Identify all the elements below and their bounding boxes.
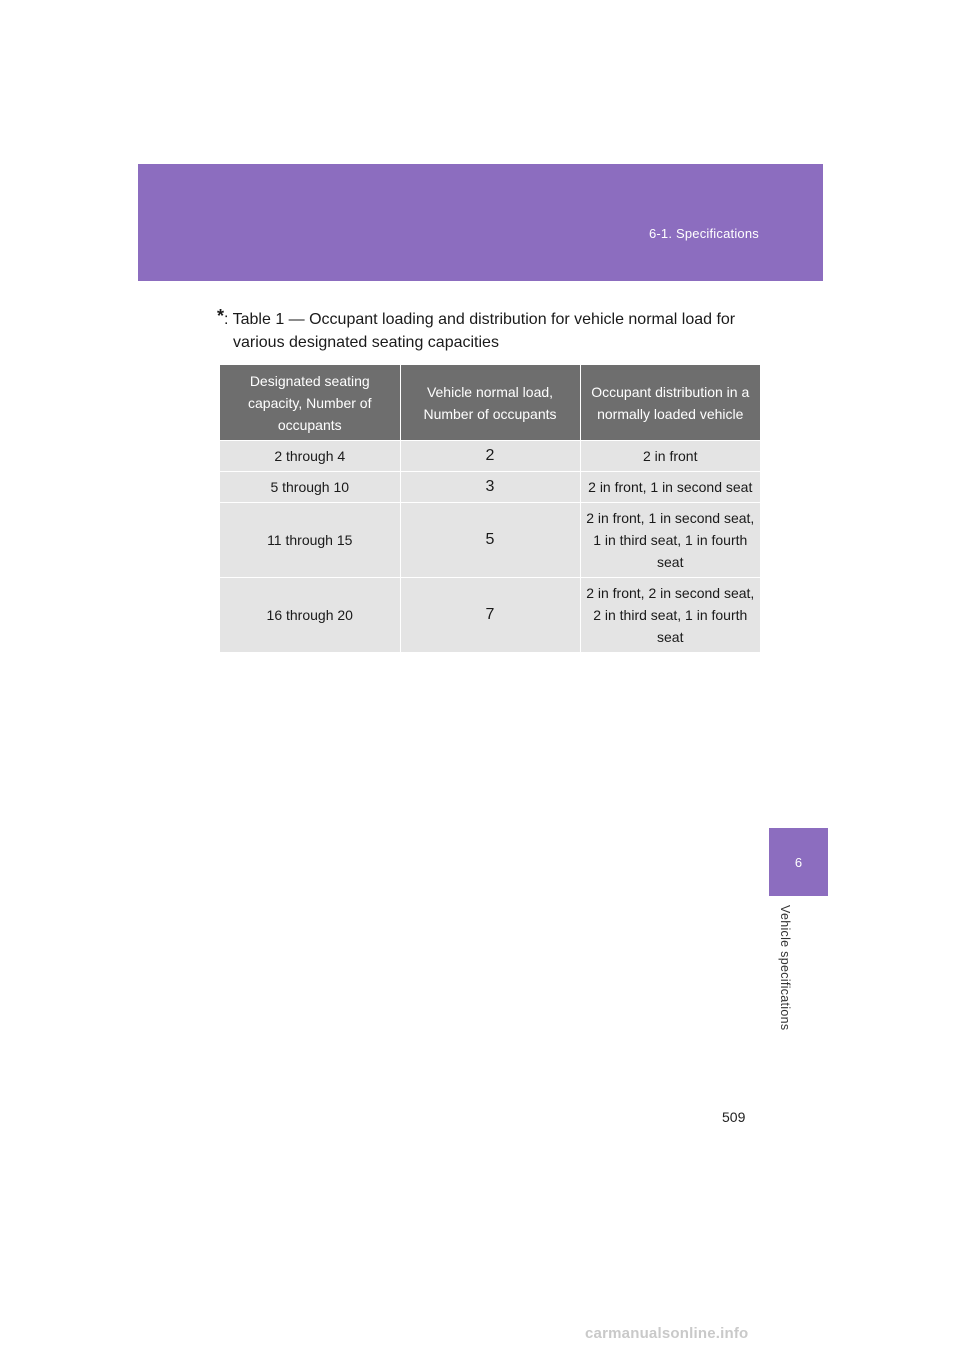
distribution-cell: 2 in front, 2 in second seat, 2 in third seat, 1 in fourth seat — [580, 578, 760, 653]
chapter-title: Vehicle specifications — [778, 905, 792, 1031]
table-row — [220, 441, 760, 472]
page-number: 509 — [722, 1109, 746, 1125]
table-row — [220, 472, 760, 503]
caption-line-1: : Table 1 — Occupant loading and distribution for vehicle normal load for — [224, 311, 736, 328]
header-normal-load: Vehicle normal load, Number of occupants — [400, 365, 580, 441]
capacity-cell: 16 through 20 — [220, 578, 400, 653]
occupant-loading-table — [220, 365, 760, 652]
distribution-cell: 2 in front, 1 in second seat — [580, 472, 760, 503]
capacity-cell: 5 through 10 — [220, 472, 400, 503]
table-caption — [217, 305, 762, 354]
footnote-marker: * — [217, 306, 225, 326]
header-capacity: Designated seating capacity, Number of occupants — [220, 365, 400, 441]
watermark: carmanualsonline.info — [585, 1325, 749, 1342]
distribution-cell: 2 in front — [580, 441, 760, 472]
table-row — [220, 578, 760, 653]
capacity-cell: 2 through 4 — [220, 441, 400, 472]
chapter-tab — [769, 828, 828, 896]
table-header-row — [220, 365, 760, 441]
caption-line-2: various designated seating capacities — [233, 334, 499, 351]
header-band — [138, 164, 823, 281]
distribution-cell: 2 in front, 1 in second seat, 1 in third seat, 1 in fourth seat — [580, 503, 760, 578]
load-cell: 2 — [400, 441, 580, 472]
section-title: 6-1. Specifications — [648, 226, 759, 241]
load-cell: 7 — [400, 578, 580, 653]
table-row — [220, 503, 760, 578]
load-cell: 3 — [400, 472, 580, 503]
capacity-cell: 11 through 15 — [220, 503, 400, 578]
chapter-number: 6 — [794, 854, 803, 870]
load-cell: 5 — [400, 503, 580, 578]
header-distribution: Occupant distribution in a normally loaded vehicle — [580, 365, 760, 441]
